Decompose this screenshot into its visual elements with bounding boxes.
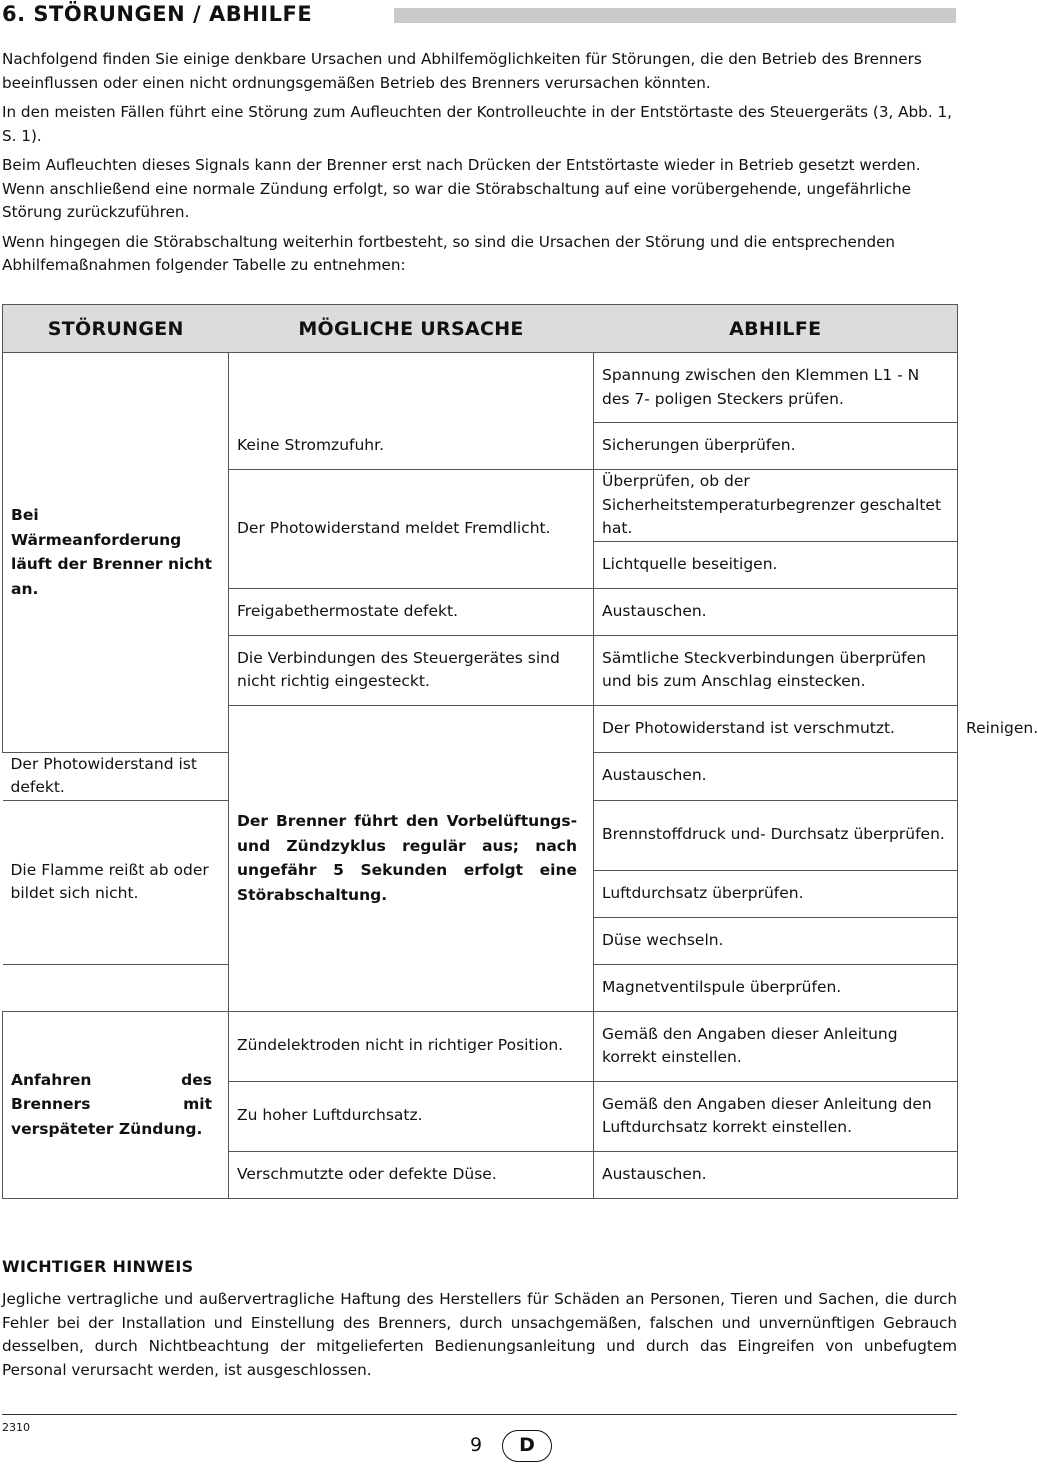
section-header <box>0 0 960 34</box>
remedy-cell: Luftdurchsatz überprüfen. <box>594 870 958 917</box>
cause-cell: Keine Stromzufuhr. <box>229 423 594 470</box>
remedy-cell: Austauschen. <box>594 1151 958 1198</box>
remedy-cell: Sicherungen überprüfen. <box>594 423 958 470</box>
intro-paragraph: Wenn hingegen die Störabschaltung weiterhin fortbesteht, so sind die Ursachen der Störung und die entsprechenden Abhilfemaßnahmen folgender Tabelle zu entnehmen: <box>2 232 896 274</box>
table-row <box>3 1011 958 1081</box>
remedy-cell: Gemäß den Angaben dieser Anleitung korrekt einstellen. <box>594 1011 958 1081</box>
document-code: 2310 <box>2 1421 30 1434</box>
cause-cell: Der Photowiderstand ist defekt. <box>3 752 229 800</box>
remedy-cell: Austauschen. <box>594 752 958 800</box>
header-bar <box>394 8 956 23</box>
cause-cell: Der Photowiderstand meldet Fremdlicht. <box>229 470 594 589</box>
cause-cell: Verschmutzte oder defekte Düse. <box>229 1151 594 1198</box>
cause-cell: Der Photowiderstand ist verschmutzt. <box>594 705 958 752</box>
intro-text <box>2 48 957 284</box>
cause-cell: Freigabethermostate defekt. <box>229 588 594 635</box>
footer-divider <box>2 1414 957 1415</box>
notice-title: WICHTIGER HINWEIS <box>2 1257 194 1276</box>
remedy-cell: Spannung zwischen den Klemmen L1 - N des 7- poligen Steckers prüfen. <box>594 353 958 423</box>
cause-cell: Die Flamme reißt ab oder bildet sich nicht. <box>3 800 229 964</box>
intro-paragraph: Beim Aufleuchten dieses Signals kann der Brenner erst nach Drücken der Entstörtaste wieder in Betrieb gesetzt werden. Wenn anschließend eine normale Zündung erfolgt, so war die Störabschaltung auf eine vorübergehende, ungefährliche Störung zurückzuführen. <box>2 156 921 221</box>
remedy-cell: Lichtquelle beseitigen. <box>594 541 958 588</box>
header-remedy: ABHILFE <box>594 305 958 353</box>
troubleshooting-table <box>2 304 1038 1199</box>
cause-cell: Zu hoher Luftdurchsatz. <box>229 1081 594 1151</box>
header-faults: STÖRUNGEN <box>3 305 229 353</box>
cause-cell <box>229 353 594 423</box>
remedy-cell: Sämtliche Steckverbindungen überprüfen und bis zum Anschlag einstecken. <box>594 635 958 705</box>
symptom-cell: Bei Wärmeanforderung läuft der Brenner nicht an. <box>3 353 229 753</box>
cause-cell: Zündelektroden nicht in richtiger Position. <box>229 1011 594 1081</box>
cause-cell <box>3 964 229 1011</box>
table-row: Der Brenner führt den Vorbelüftungs- und Zündzyklus regulär aus; nach ungefähr 5 Sekunden erfolgt eine Störabschaltung. Der Photowiderstand ist verschmutzt. Reinigen. <box>3 705 958 752</box>
cause-cell: Die Verbindungen des Steuergerätes sind nicht richtig eingesteckt. <box>229 635 594 705</box>
language-badge: D <box>502 1430 552 1462</box>
table-header-row <box>3 305 958 353</box>
header-cause: MÖGLICHE URSACHE <box>229 305 594 353</box>
symptom-cell: Anfahren des Brenners mit verspäteter Zündung. <box>3 1011 229 1198</box>
intro-paragraph: In den meisten Fällen führt eine Störung zum Aufleuchten der Kontrolleuchte in der Entstörtaste des Steuergeräts (3, Abb. 1, S. 1). <box>2 103 952 145</box>
remedy-cell: Brennstoffdruck und- Durchsatz überprüfen. <box>594 800 958 870</box>
remedy-cell: Düse wechseln. <box>594 917 958 964</box>
remedy-cell: Magnetventilspule überprüfen. <box>594 964 958 1011</box>
remedy-cell: Überprüfen, ob der Sicherheitstemperaturbegrenzer geschaltet hat. <box>594 470 958 542</box>
table-row <box>3 353 958 423</box>
page-number: 9 <box>470 1434 483 1456</box>
symptom-cell: Der Brenner führt den Vorbelüftungs- und Zündzyklus regulär aus; nach ungefähr 5 Sekunden erfolgt eine Störabschaltung. <box>229 705 594 1011</box>
remedy-cell: Austauschen. <box>594 588 958 635</box>
notice-text: Jegliche vertragliche und außervertragliche Haftung des Herstellers für Schäden an Personen, Tieren und Sachen, die durch Fehler bei der Installation und Einstellung des Brenners, durch unsachgemäßen, falschen und unvernünftigen Gebrauch desselben, durch Nichtbeachtung der mitgelieferten Bedienungsanleitung und durch das Eingreifen von unbefugtem Personal verursacht werden, ist ausgeschlossen. <box>2 1290 957 1379</box>
remedy-cell: Gemäß den Angaben dieser Anleitung den Luftdurchsatz korrekt einstellen. <box>594 1081 958 1151</box>
intro-paragraph: Nachfolgend finden Sie einige denkbare Ursachen und Abhilfemöglichkeiten für Störungen, die den Betrieb des Brenners beeinflussen oder einen nicht ordnungsgemäßen Betrieb des Brenners verursachen könnten. <box>2 50 922 92</box>
section-title: 6. STÖRUNGEN / ABHILFE <box>2 2 313 26</box>
